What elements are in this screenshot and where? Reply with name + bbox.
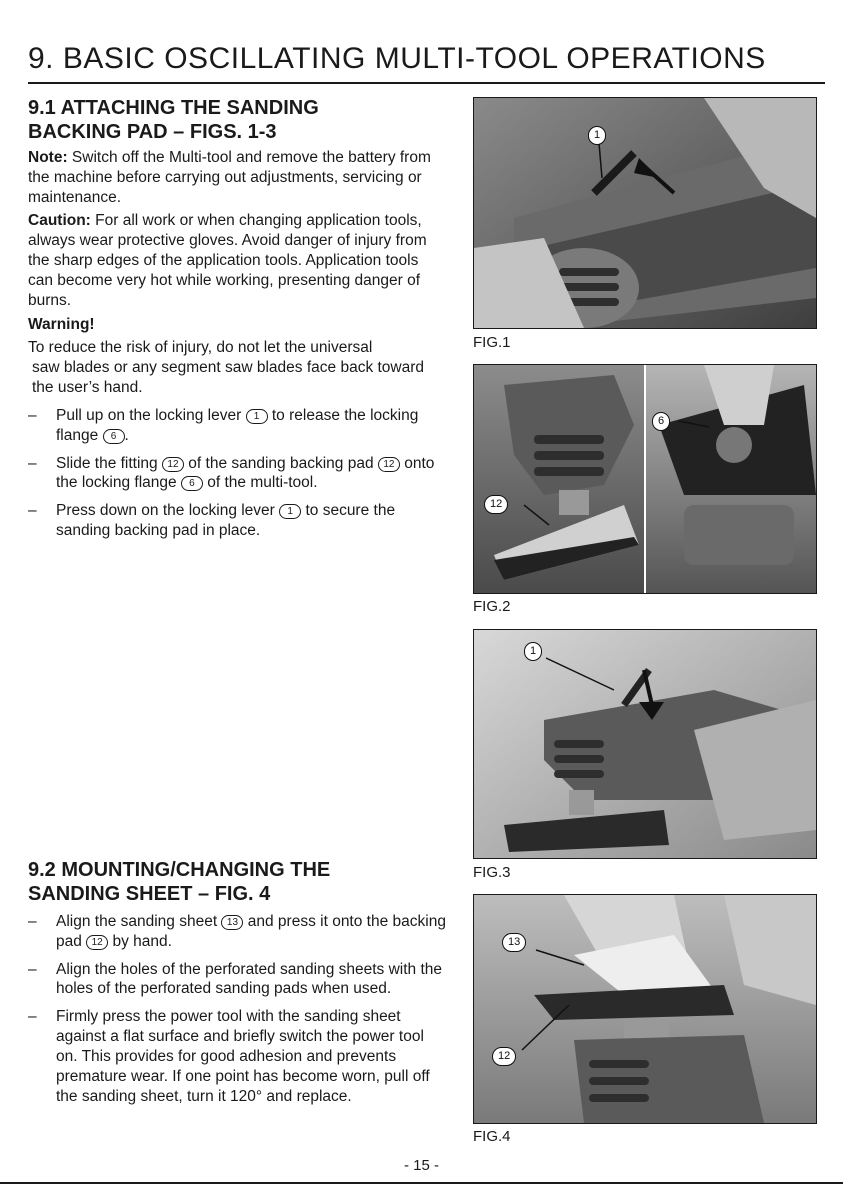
step-text: Slide the fitting: [56, 454, 162, 472]
section-mounting-sanding-sheet: [28, 858, 446, 1114]
figure-4-caption: FIG.4: [473, 1128, 511, 1145]
list-dash: –: [28, 502, 37, 520]
part-ref: 1: [279, 504, 301, 519]
figure-2-caption: FIG.2: [473, 598, 511, 615]
figure-3-caption: FIG.3: [473, 864, 511, 881]
warning-line1: To reduce the risk of injury, do not let the universal: [28, 339, 373, 357]
part-ref: 12: [86, 935, 108, 950]
caution-label: Caution:: [28, 212, 91, 230]
footer-divider: [0, 1182, 843, 1184]
step-text: by hand.: [108, 932, 172, 950]
list-item: [28, 406, 446, 446]
part-ref: 12: [378, 457, 400, 472]
list-dash: –: [28, 960, 37, 978]
warning-line2: saw blades or any segment saw blades face back toward the user’s hand.: [32, 359, 425, 397]
note-text: Switch off the Multi-tool and remove the battery from the machine before carrying out adjustments, servicing or maintenance.: [28, 149, 431, 206]
part-ref: 12: [162, 457, 184, 472]
section-heading-line2: SANDING SHEET – FIG. 4: [28, 883, 271, 905]
step-text: Firmly press the power tool with the sanding sheet against a flat surface and briefly switch the power tool on. This provides for good adhesion and prevents premature wear. If one point has become worn, pull off the sanding sheet, turn it 120° and replace.: [56, 1008, 430, 1105]
figure-callout: 6: [652, 412, 670, 431]
step-text: to release the locking flange: [56, 406, 419, 444]
title-divider: [28, 82, 825, 84]
figure-callout: 13: [502, 933, 526, 952]
section-attaching-backing-pad: [28, 96, 446, 549]
list-dash: –: [28, 913, 37, 930]
step-text: onto the locking flange: [56, 454, 435, 492]
list-item: [28, 1007, 446, 1106]
steps-list: [28, 406, 446, 541]
figure-1-illustration: [474, 98, 816, 328]
list-item: [28, 501, 446, 541]
steps-list: [28, 912, 446, 1106]
note-label: Note:: [28, 149, 68, 166]
figure-4-illustration: [474, 895, 816, 1123]
figure-2-photo: [473, 364, 817, 594]
section-heading-line2: BACKING PAD – FIGS. 1-3: [28, 121, 277, 143]
list-item: [28, 960, 446, 1000]
list-dash: –: [28, 1008, 37, 1026]
step-text: to secure the sanding backing pad in place.: [56, 502, 396, 540]
list-item: [28, 454, 446, 494]
caution-text: For all work or when changing application tools, always wear protective gloves. Avoid danger of injury from the sharp edges of the application tools. Application tools can become very hot while working, presenting danger of burns.: [28, 212, 427, 309]
figure-callout: 1: [588, 126, 606, 145]
page-title: 9. BASIC OSCILLATING MULTI-TOOL OPERATIONS: [28, 42, 766, 75]
list-dash: –: [28, 454, 37, 472]
step-text: of the sanding backing pad: [183, 454, 378, 472]
step-text: .: [124, 426, 129, 444]
part-ref: 6: [181, 476, 203, 491]
step-text: Press down on the locking lever: [56, 502, 280, 520]
warning-paragraph: [28, 338, 446, 397]
page-number: - 15 -: [403, 1157, 439, 1174]
caution-paragraph: [28, 211, 446, 310]
figure-callout: 12: [484, 495, 508, 514]
list-dash: –: [28, 406, 37, 424]
section-heading-line1: 9.2 MOUNTING/CHANGING THE: [28, 859, 331, 881]
part-ref: 6: [103, 429, 125, 444]
step-text: Align the holes of the perforated sanding sheets with the holes of the perforated sanding pads when used.: [56, 960, 443, 998]
section-heading-line1: 9.1 ATTACHING THE SANDING: [28, 97, 319, 119]
step-text: Align the sanding sheet: [56, 913, 222, 930]
step-text: of the multi-tool.: [202, 474, 318, 492]
section-heading: [28, 96, 446, 144]
figure-callout: 12: [492, 1047, 516, 1066]
list-item: [28, 912, 446, 952]
figure-2-illustration: [474, 365, 816, 593]
figure-3-illustration: [474, 630, 816, 858]
figure-4-photo: [473, 894, 817, 1124]
figure-1-caption: FIG.1: [473, 334, 511, 351]
figure-1-photo: [473, 97, 817, 329]
part-ref: 1: [246, 409, 268, 424]
figure-callout: 1: [524, 642, 542, 661]
figure-3-photo: [473, 629, 817, 859]
warning-label: Warning!: [28, 315, 95, 333]
note-paragraph: [28, 148, 446, 207]
step-text: Pull up on the locking lever: [56, 406, 246, 424]
section-heading: [28, 858, 446, 906]
part-ref: 13: [221, 915, 243, 930]
step-text: and press it onto the backing pad: [56, 913, 446, 950]
